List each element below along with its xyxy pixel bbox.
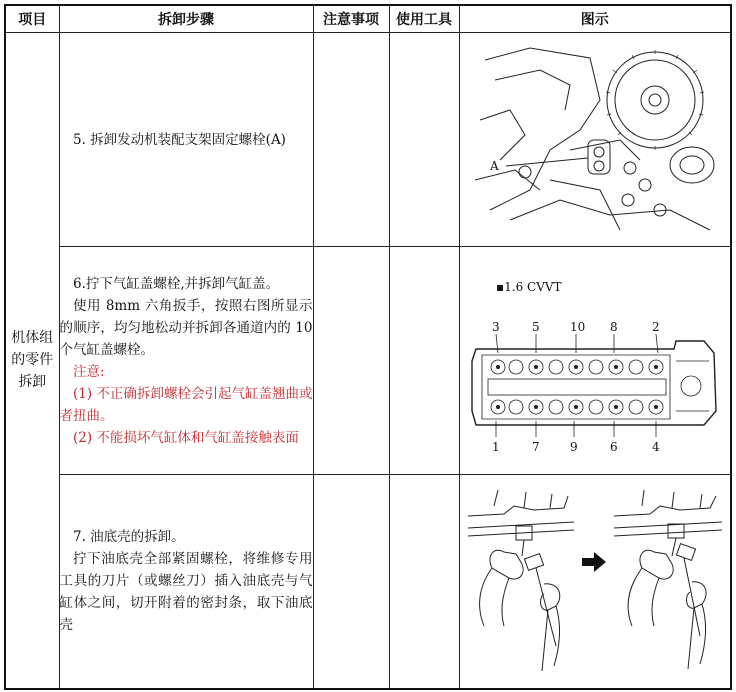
- step-6-title: 6.拧下气缸盖螺栓,并拆卸气缸盖。: [73, 275, 280, 292]
- sequence-number-top: 2: [651, 319, 660, 334]
- engine-mount-figure: [470, 40, 720, 240]
- notes-cell: [313, 33, 389, 247]
- step-cell: [59, 475, 313, 689]
- header-tools: 使用工具: [389, 5, 459, 33]
- step-7-body: 拧下油底壳全部紧固螺栓，将维修专用工具的刀片（或螺丝刀）插入油底壳与气缸体之间，切开附着的密封条，取下油底壳: [59, 551, 313, 634]
- figure-cell: [459, 33, 731, 247]
- oil-pan-removal-figure: [464, 486, 726, 676]
- tools-cell: [389, 33, 459, 247]
- table-row: [5, 33, 731, 247]
- sequence-number-top: 8: [609, 319, 618, 334]
- sequence-number-top: 5: [531, 319, 540, 334]
- right-arrow-icon: [582, 552, 606, 572]
- header-item: 项目: [5, 5, 59, 33]
- step-cell: [59, 33, 313, 247]
- header-figure: 图示: [459, 5, 731, 33]
- step-cell: [59, 247, 313, 475]
- header-row: [5, 5, 731, 33]
- sequence-number-top: 10: [569, 319, 586, 334]
- disassembly-table: [4, 4, 732, 690]
- notes-cell: [313, 247, 389, 475]
- step-6-note-title: 注意:: [73, 363, 105, 380]
- sequence-number-bottom: 4: [651, 439, 660, 454]
- figure-caption: ▪1.6 CVVT: [495, 279, 562, 294]
- item-cell: [5, 33, 59, 689]
- sequence-number-bottom: 7: [531, 439, 540, 454]
- step-6-body: 使用 8mm 六角扳手，按照右图所显示的顺序，均匀地松动并拆卸各通道内的 10 个气缸盖螺栓。: [59, 297, 313, 358]
- step-5-text: 5. 拆卸发动机装配支架固定螺栓(A): [73, 131, 286, 148]
- sequence-number-bottom: 1: [491, 439, 500, 454]
- callout-a-label: A: [489, 158, 499, 173]
- tools-cell: [389, 247, 459, 475]
- tools-cell: [389, 475, 459, 689]
- notes-cell: [313, 475, 389, 689]
- sequence-number-bottom: 6: [609, 439, 618, 454]
- figure-cell: [459, 247, 731, 475]
- figure-cell: [459, 475, 731, 689]
- step-7-title: 7. 油底壳的拆卸。: [73, 529, 185, 546]
- step-6-note-2: (2) 不能损坏气缸体和气缸盖接触表面: [73, 429, 299, 446]
- table-row: [5, 247, 731, 475]
- sequence-number-top: 3: [491, 319, 500, 334]
- sequence-number-bottom: 9: [569, 439, 578, 454]
- header-steps: 拆卸步骤: [59, 5, 313, 33]
- item-label: 机体组的零件拆卸: [11, 330, 54, 391]
- cylinder-head-bolt-sequence-figure: [464, 261, 726, 461]
- header-notes: 注意事项: [313, 5, 389, 33]
- table-row: [5, 475, 731, 689]
- step-6-note-1: (1) 不正确拆卸螺栓会引起气缸盖翘曲或者扭曲。: [59, 385, 313, 424]
